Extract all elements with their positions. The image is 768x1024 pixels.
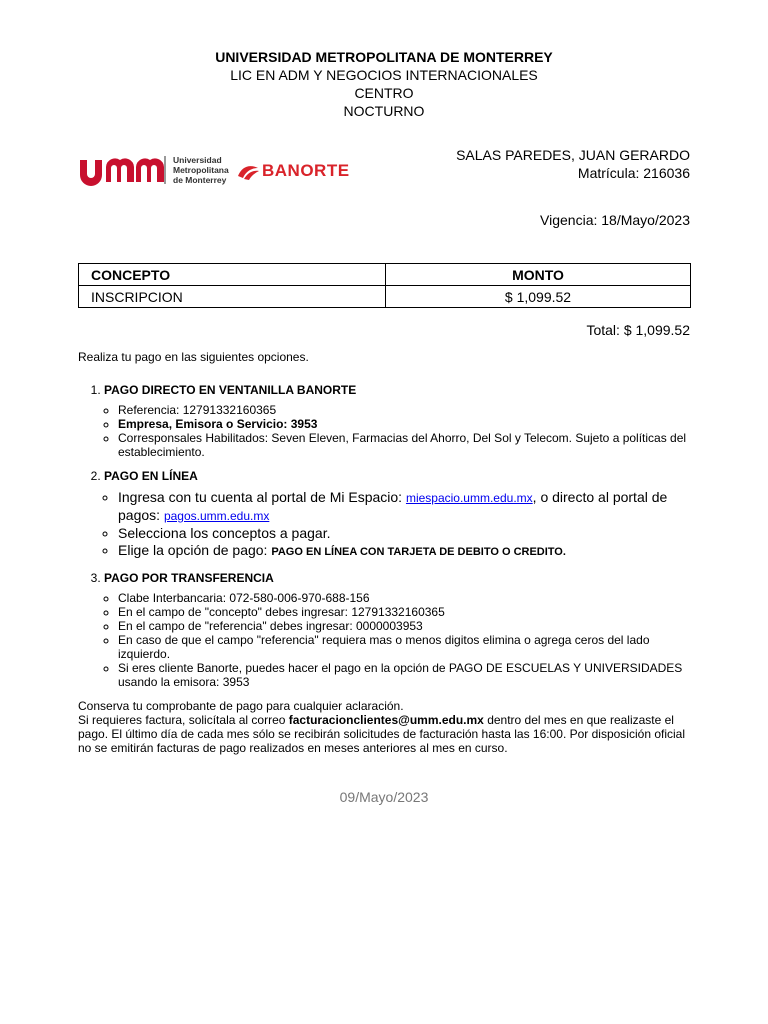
pagos-link[interactable]: pagos.umm.edu.mx xyxy=(163,509,270,523)
list-item: ◦ En caso de que el campo "referencia" requiera mas o menos digitos elimina o agrega ceros del lado izquierdo. xyxy=(118,633,693,661)
program-name: LIC EN ADM Y NEGOCIOS INTERNACIONALES xyxy=(230,67,538,83)
option-title: PAGO POR TRANSFERENCIA xyxy=(104,571,274,585)
list-item: ◦ En el campo de "concepto" debes ingresar: 12791332160365 xyxy=(118,605,693,619)
document-header xyxy=(0,48,768,120)
logo-divider xyxy=(164,156,166,184)
validity-date: Vigencia: 18/Mayo/2023 xyxy=(540,212,690,228)
list-item: ◦ Referencia: 12791332160365 xyxy=(118,403,693,417)
option-title: PAGO EN LÍNEA xyxy=(104,469,198,483)
university-logo-text: Universidad Metropolitana de Monterrey xyxy=(173,155,229,185)
logos xyxy=(78,150,378,200)
campus-name: CENTRO xyxy=(354,85,414,101)
conserva-note: Conserva tu comprobante de pago para cualquier aclaración. xyxy=(78,699,404,713)
student-info xyxy=(456,146,690,182)
payment-options-list xyxy=(78,383,693,689)
banorte-logo-text: BANORTE xyxy=(262,161,350,180)
umm-logo-icon xyxy=(78,156,164,186)
concept-cell: INSCRIPCION xyxy=(79,286,386,308)
factura-note: Si requieres factura, solicítala al correo facturacionclientes@umm.edu.mx dentro del mes en que realizaste el pago. El último día de cada mes sólo se recibirán solicitudes de facturación hasta las 16:00. Por disposición oficial no se emitirán facturas de pago realizados en meses anteriores al mes en curso. xyxy=(78,713,686,755)
list-item: ◦ Elige la opción de pago: PAGO EN LÍNEA CON TARJETA DE DEBITO O CREDITO. xyxy=(118,542,693,561)
option-details xyxy=(104,489,693,561)
table-row xyxy=(79,286,691,308)
factura-email: facturacionclientes@umm.edu.mx xyxy=(288,713,484,727)
total-amount: Total: $ 1,099.52 xyxy=(586,322,690,338)
list-item: ◦ En el campo de "referencia" debes ingresar: 0000003953 xyxy=(118,619,693,633)
payment-instructions xyxy=(78,350,693,755)
intro-text: Realiza tu pago en las siguientes opciones. xyxy=(78,350,309,364)
issue-date: 09/Mayo/2023 xyxy=(339,789,429,805)
university-name: UNIVERSIDAD METROPOLITANA DE MONTERREY xyxy=(215,49,553,65)
student-name: SALAS PAREDES, JUAN GERARDO xyxy=(456,147,690,163)
shift-name: NOCTURNO xyxy=(343,103,425,119)
option-title: PAGO DIRECTO EN VENTANILLA BANORTE xyxy=(104,383,357,397)
miespacio-link[interactable]: miespacio.umm.edu.mx xyxy=(405,491,533,505)
list-item: ◦ Si eres cliente Banorte, puedes hacer el pago en la opción de PAGO DE ESCUELAS Y UNIVERSIDADES usando la emisora: 3953 xyxy=(118,661,693,689)
list-item: ◦ Clabe Interbancaria: 072-580-006-970-688-156 xyxy=(118,591,693,605)
option-en-linea xyxy=(104,469,693,561)
column-header-concepto: CONCEPTO xyxy=(79,264,386,286)
column-header-monto: MONTO xyxy=(386,264,691,286)
list-item: ◦ Selecciona los conceptos a pagar. xyxy=(118,525,693,542)
option-details xyxy=(104,403,693,459)
table-header-row xyxy=(79,264,691,286)
list-item: ◦ Corresponsales Habilitados: Seven Eleven, Farmacias del Ahorro, Del Sol y Telecom. Sujeto a políticas del establecimiento. xyxy=(118,431,693,459)
list-item: ◦ Empresa, Emisora o Servicio: 3953 xyxy=(118,417,693,431)
student-matricula: Matrícula: 216036 xyxy=(577,165,690,181)
charges-table xyxy=(78,263,691,308)
option-details xyxy=(104,591,693,689)
option-ventanilla xyxy=(104,383,693,459)
banorte-logo-icon xyxy=(236,162,260,182)
amount-cell: $ 1,099.52 xyxy=(386,286,691,308)
option-transferencia xyxy=(104,571,693,689)
list-item: ◦ Ingresa con tu cuenta al portal de Mi Espacio: miespacio.umm.edu.mx, o directo al portal de pagos: pagos.umm.edu.mx xyxy=(118,489,693,525)
